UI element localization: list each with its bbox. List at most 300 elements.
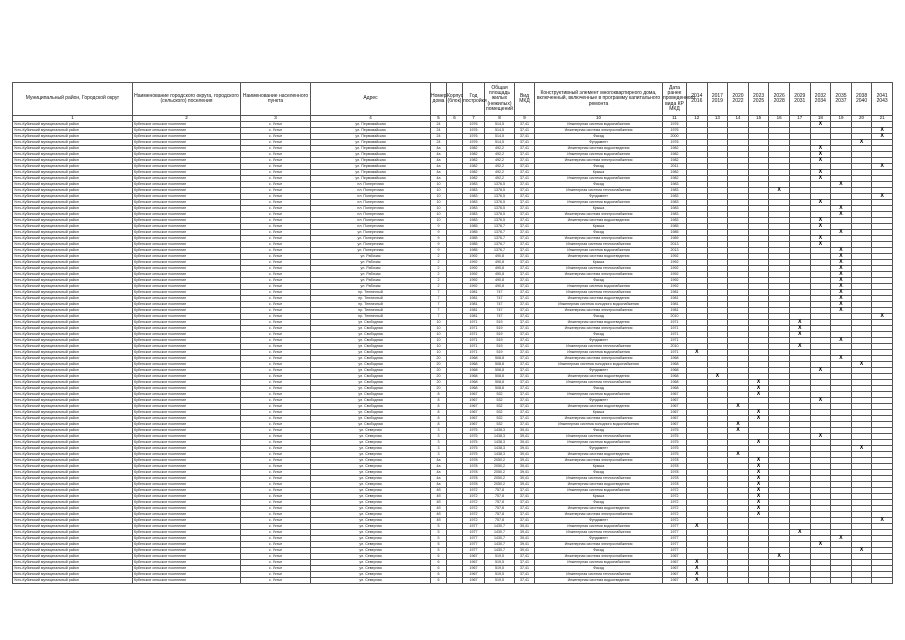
address-cell: ул. Свободная (311, 368, 431, 374)
work-cell: Инженерная система водоотведения (535, 578, 663, 584)
municipality-cell: Усть-Кубинский муниципальный район (13, 410, 133, 416)
locality-cell: с. Устье (241, 416, 311, 422)
locality-cell: с. Устье (241, 512, 311, 518)
prev-repair-cell: 1981 (663, 296, 687, 302)
settlement-cell: Кубенское сельское поселение (133, 356, 241, 362)
settlement-cell: Кубенское сельское поселение (133, 224, 241, 230)
type-cell: 37,41 (515, 512, 535, 518)
work-cell: Инженерная система водоснабжения (535, 350, 663, 356)
prev-repair-cell: 1967 (663, 404, 687, 410)
address-cell: ул. Первомайская (311, 134, 431, 140)
locality-cell: с. Устье (241, 224, 311, 230)
settlement-cell: Кубенское сельское поселение (133, 470, 241, 476)
work-cell: Инженерная система водоснабжения (535, 440, 663, 446)
year-cell: 1982 (463, 176, 485, 182)
area-cell: 532 (485, 422, 515, 428)
type-cell: 37,41 (515, 164, 535, 170)
municipality-cell: Усть-Кубинский муниципальный район (13, 296, 133, 302)
prev-repair-cell: 1975 (663, 434, 687, 440)
locality-cell: с. Устье (241, 548, 311, 554)
work-cell: Фундамент (535, 536, 663, 542)
header-year-period: 2041 2043 (872, 83, 893, 116)
municipality-cell: Усть-Кубинский муниципальный район (13, 470, 133, 476)
area-cell: 747 (485, 296, 515, 302)
type-cell: 37,41 (515, 152, 535, 158)
work-cell: Инженерная система водоотведения (535, 254, 663, 260)
address-cell: ул. Свободная (311, 320, 431, 326)
locality-cell: с. Устье (241, 398, 311, 404)
address-cell: ул. Рабочая (311, 278, 431, 284)
type-cell: 37,41 (515, 242, 535, 248)
locality-cell: с. Устье (241, 476, 311, 482)
settlement-cell: Кубенское сельское поселение (133, 404, 241, 410)
scheduled-mark: X (872, 518, 893, 524)
work-cell: Фасад (535, 386, 663, 392)
scheduled-mark: X (769, 188, 790, 194)
locality-cell: с. Устье (241, 506, 311, 512)
house-cell: 8 (431, 416, 447, 422)
settlement-cell: Кубенское сельское поселение (133, 512, 241, 518)
work-cell: Инженерная система водоснабжения (535, 200, 663, 206)
municipality-cell: Усть-Кубинский муниципальный район (13, 146, 133, 152)
year-cell: 1968 (463, 380, 485, 386)
address-cell: ул. Свободная (311, 374, 431, 380)
locality-cell: с. Устье (241, 194, 311, 200)
period-cell (748, 578, 769, 584)
house-cell: 10 (431, 188, 447, 194)
work-cell: Фасад (535, 332, 663, 338)
work-cell: Инженерная система теплоснабжения (535, 242, 663, 248)
house-cell: 6 (431, 578, 447, 584)
settlement-cell: Кубенское сельское поселение (133, 380, 241, 386)
area-cell: 1376,5 (485, 200, 515, 206)
settlement-cell: Кубенское сельское поселение (133, 500, 241, 506)
settlement-cell: Кубенское сельское поселение (133, 548, 241, 554)
address-cell: ул. Северная (311, 464, 431, 470)
prev-repair-cell: 1978 (663, 476, 687, 482)
type-cell: 37,41 (515, 338, 535, 344)
house-cell: 7 (431, 302, 447, 308)
area-cell: 508,8 (485, 368, 515, 374)
settlement-cell: Кубенское сельское поселение (133, 122, 241, 128)
locality-cell: с. Устье (241, 152, 311, 158)
municipality-cell: Усть-Кубинский муниципальный район (13, 140, 133, 146)
year-cell: 1992 (463, 260, 485, 266)
work-cell: Инженерная система водоснабжения (535, 248, 663, 254)
locality-cell: с. Устье (241, 428, 311, 434)
area-cell: 757,8 (485, 506, 515, 512)
header-year-period: 2017 2019 (707, 83, 728, 116)
address-cell: ул. Северная (311, 524, 431, 530)
locality-cell: с. Устье (241, 536, 311, 542)
locality-cell: с. Устье (241, 278, 311, 284)
address-cell: ул. Рабочая (311, 284, 431, 290)
scheduled-mark: X (831, 206, 852, 212)
scheduled-mark: X (831, 284, 852, 290)
work-cell: Инженерная система водоотведения (535, 218, 663, 224)
period-cell (769, 578, 790, 584)
settlement-cell: Кубенское сельское поселение (133, 218, 241, 224)
house-cell: 6 (431, 560, 447, 566)
scheduled-mark: X (748, 488, 769, 494)
type-cell: 39,41 (515, 464, 535, 470)
settlement-cell: Кубенское сельское поселение (133, 392, 241, 398)
work-cell: Фундамент (535, 518, 663, 524)
prev-repair-cell: 1967 (663, 416, 687, 422)
work-cell: Инженерная система водоотведения (535, 320, 663, 326)
work-cell: Инженерная система холодного водоснабжения (535, 422, 663, 428)
prev-repair-cell: 1982 (663, 152, 687, 158)
header-area: Общая площадь жилых (нежилых) помещений (485, 83, 515, 116)
area-cell: 1430,7 (485, 542, 515, 548)
header-year-period: 2023 2025 (748, 83, 769, 116)
type-cell: 37,41 (515, 182, 535, 188)
locality-cell: с. Устье (241, 134, 311, 140)
settlement-cell: Кубенское сельское поселение (133, 494, 241, 500)
prev-repair-cell: 1977 (663, 548, 687, 554)
prev-repair-cell: 1992 (663, 278, 687, 284)
settlement-cell: Кубенское сельское поселение (133, 272, 241, 278)
address-cell: ул. Северная (311, 434, 431, 440)
municipality-cell: Усть-Кубинский муниципальный район (13, 464, 133, 470)
locality-cell: с. Устье (241, 524, 311, 530)
locality-cell: с. Устье (241, 188, 311, 194)
house-cell: 9 (431, 248, 447, 254)
settlement-cell: Кубенское сельское поселение (133, 560, 241, 566)
municipality-cell: Усть-Кубинский муниципальный район (13, 554, 133, 560)
work-cell: Инженерная система водоснабжения (535, 152, 663, 158)
scheduled-mark: X (789, 530, 810, 536)
house-cell: 8 (431, 398, 447, 404)
area-cell: 1438,3 (485, 434, 515, 440)
house-cell: 4а (431, 152, 447, 158)
house-cell: 2 (431, 266, 447, 272)
prev-repair-cell: 1968 (663, 356, 687, 362)
area-cell: 1376,7 (485, 236, 515, 242)
year-cell: 1977 (463, 530, 485, 536)
locality-cell: с. Устье (241, 296, 311, 302)
type-cell: 37,41 (515, 194, 535, 200)
municipality-cell: Усть-Кубинский муниципальный район (13, 242, 133, 248)
header-year-period: 2029 2031 (789, 83, 810, 116)
type-cell: 39,41 (515, 446, 535, 452)
type-cell: 39,41 (515, 524, 535, 530)
locality-cell: с. Устье (241, 230, 311, 236)
type-cell: 37,41 (515, 392, 535, 398)
prev-repair-cell: 1985 (663, 224, 687, 230)
year-cell: 1977 (463, 524, 485, 530)
period-cell (831, 578, 852, 584)
year-cell: 1983 (463, 206, 485, 212)
municipality-cell: Усть-Кубинский муниципальный район (13, 380, 133, 386)
year-cell: 1982 (463, 158, 485, 164)
prev-repair-cell: 1978 (663, 464, 687, 470)
house-cell: 8 (431, 392, 447, 398)
work-cell: Инженерная система теплоснабжения (535, 434, 663, 440)
area-cell: 508,8 (485, 374, 515, 380)
type-cell: 37,41 (515, 272, 535, 278)
type-cell: 37,41 (515, 422, 535, 428)
year-cell: 1968 (463, 368, 485, 374)
settlement-cell: Кубенское сельское поселение (133, 344, 241, 350)
locality-cell: с. Устье (241, 446, 311, 452)
year-cell: 1992 (463, 284, 485, 290)
area-cell: 490,8 (485, 284, 515, 290)
work-cell: Инженерная система электроснабжения (535, 356, 663, 362)
prev-repair-cell: 1972 (663, 500, 687, 506)
prev-repair-cell: 1983 (663, 206, 687, 212)
prev-repair-cell: 2011 (663, 164, 687, 170)
address-cell: пл. Поперечная (311, 200, 431, 206)
scheduled-mark: X (831, 302, 852, 308)
settlement-cell: Кубенское сельское поселение (133, 278, 241, 284)
municipality-cell: Усть-Кубинский муниципальный район (13, 422, 133, 428)
year-cell: 1971 (463, 344, 485, 350)
prev-repair-cell: 1975 (663, 452, 687, 458)
locality-cell: с. Устье (241, 530, 311, 536)
municipality-cell: Усть-Кубинский муниципальный район (13, 524, 133, 530)
scheduled-mark: X (810, 200, 831, 206)
address-cell: ул. Свободная (311, 422, 431, 428)
address-cell: ул. Свободная (311, 386, 431, 392)
settlement-cell: Кубенское сельское поселение (133, 572, 241, 578)
year-cell: 1971 (463, 338, 485, 344)
locality-cell: с. Устье (241, 266, 311, 272)
year-cell: 1967 (463, 578, 485, 584)
work-cell: Инженерная система водоотведения (535, 374, 663, 380)
work-cell: Инженерная система электроснабжения (535, 128, 663, 134)
address-cell: ул. Северная (311, 452, 431, 458)
type-cell: 37,41 (515, 248, 535, 254)
municipality-cell: Усть-Кубинский муниципальный район (13, 542, 133, 548)
municipality-cell: Усть-Кубинский муниципальный район (13, 236, 133, 242)
area-cell: 1438,3 (485, 452, 515, 458)
municipality-cell: Усть-Кубинский муниципальный район (13, 308, 133, 314)
work-cell: Фундамент (535, 140, 663, 146)
locality-cell: с. Устье (241, 212, 311, 218)
scheduled-mark: X (748, 476, 769, 482)
year-cell: 1967 (463, 566, 485, 572)
column-number: 19 (831, 116, 852, 122)
municipality-cell: Усть-Кубинский муниципальный район (13, 182, 133, 188)
area-cell: 1376,5 (485, 182, 515, 188)
area-cell: 490,8 (485, 260, 515, 266)
house-cell: 7 (431, 296, 447, 302)
address-cell: ул. Северная (311, 542, 431, 548)
municipality-cell: Усть-Кубинский муниципальный район (13, 332, 133, 338)
address-cell: ул. Первомайская (311, 152, 431, 158)
scheduled-mark: X (831, 260, 852, 266)
scheduled-mark: X (831, 290, 852, 296)
locality-cell: с. Устье (241, 338, 311, 344)
type-cell: 37,41 (515, 344, 535, 350)
scheduled-mark: X (769, 554, 790, 560)
scheduled-mark: X (831, 230, 852, 236)
area-cell: 492,2 (485, 164, 515, 170)
settlement-cell: Кубенское сельское поселение (133, 422, 241, 428)
type-cell: 37,41 (515, 146, 535, 152)
type-cell: 39,41 (515, 434, 535, 440)
area-cell: 2050,2 (485, 470, 515, 476)
scheduled-mark: X (789, 332, 810, 338)
year-cell: 1967 (463, 410, 485, 416)
work-cell: Фундамент (535, 338, 663, 344)
prev-repair-cell: 1971 (663, 326, 687, 332)
year-cell: 1983 (463, 218, 485, 224)
address-cell: ул. Свободная (311, 356, 431, 362)
scheduled-mark: X (789, 326, 810, 332)
year-cell: 1982 (463, 146, 485, 152)
type-cell: 37,41 (515, 140, 535, 146)
work-cell: Инженерная система водоснабжения (535, 392, 663, 398)
scheduled-mark: X (831, 296, 852, 302)
settlement-cell: Кубенское сельское поселение (133, 170, 241, 176)
address-cell: ул. Свободная (311, 398, 431, 404)
municipality-cell: Усть-Кубинский муниципальный район (13, 416, 133, 422)
municipality-cell: Усть-Кубинский муниципальный район (13, 566, 133, 572)
address-cell: ул. Поперечная (311, 236, 431, 242)
house-cell: 24 (431, 122, 447, 128)
area-cell: 492,2 (485, 146, 515, 152)
municipality-cell: Усть-Кубинский муниципальный район (13, 200, 133, 206)
house-cell: 8 (431, 410, 447, 416)
municipality-cell: Усть-Кубинский муниципальный район (13, 170, 133, 176)
type-cell: 37,41 (515, 302, 535, 308)
year-cell: 1967 (463, 560, 485, 566)
address-cell: ул. Первомайская (311, 158, 431, 164)
address-cell: пл. Поперечная (311, 194, 431, 200)
settlement-cell: Кубенское сельское поселение (133, 506, 241, 512)
prev-repair-cell: 1976 (663, 140, 687, 146)
house-cell: 9 (431, 224, 447, 230)
scheduled-mark: X (687, 572, 708, 578)
house-cell: 4а (431, 482, 447, 488)
settlement-cell: Кубенское сельское поселение (133, 314, 241, 320)
year-cell: 1976 (463, 134, 485, 140)
scheduled-mark: X (872, 128, 893, 134)
type-cell: 37,41 (515, 374, 535, 380)
settlement-cell: Кубенское сельское поселение (133, 530, 241, 536)
address-cell: ул. Первомайская (311, 176, 431, 182)
year-cell: 1985 (463, 236, 485, 242)
locality-cell: с. Устье (241, 482, 311, 488)
municipality-cell: Усть-Кубинский муниципальный район (13, 560, 133, 566)
area-cell: 519,5 (485, 554, 515, 560)
scheduled-mark: X (810, 236, 831, 242)
year-cell: 1992 (463, 272, 485, 278)
type-cell: 37,41 (515, 320, 535, 326)
type-cell: 37,41 (515, 284, 535, 290)
municipality-cell: Усть-Кубинский муниципальный район (13, 428, 133, 434)
house-cell: 5 (431, 524, 447, 530)
area-cell: 1376,5 (485, 194, 515, 200)
prev-repair-cell: 1976 (663, 128, 687, 134)
prev-repair-cell: 1972 (663, 488, 687, 494)
municipality-cell: Усть-Кубинский муниципальный район (13, 392, 133, 398)
type-cell: 37,41 (515, 206, 535, 212)
municipality-cell: Усть-Кубинский муниципальный район (13, 326, 133, 332)
work-cell: Инженерная система теплоснабжения (535, 572, 663, 578)
address-cell: ул. Поперечная (311, 248, 431, 254)
address-cell: ул. Северная (311, 494, 431, 500)
scheduled-mark: X (851, 140, 872, 146)
scheduled-mark: X (789, 344, 810, 350)
prev-repair-cell: 1967 (663, 566, 687, 572)
area-cell: 514,5 (485, 128, 515, 134)
municipality-cell: Усть-Кубинский муниципальный район (13, 476, 133, 482)
address-cell: ул. Рабочая (311, 266, 431, 272)
work-cell: Фасад (535, 566, 663, 572)
area-cell: 1376,5 (485, 212, 515, 218)
house-cell: 4а (431, 170, 447, 176)
type-cell: 37,41 (515, 488, 535, 494)
scheduled-mark: X (748, 458, 769, 464)
prev-repair-cell: 1983 (663, 200, 687, 206)
house-cell: 24 (431, 134, 447, 140)
scheduled-mark: X (810, 434, 831, 440)
work-cell: Фасад (535, 500, 663, 506)
municipality-cell: Усть-Кубинский муниципальный район (13, 164, 133, 170)
settlement-cell: Кубенское сельское поселение (133, 458, 241, 464)
area-cell: 490,8 (485, 278, 515, 284)
prev-repair-cell: 1978 (663, 458, 687, 464)
work-cell: Фасад (535, 182, 663, 188)
work-cell: Инженерная система электроснабжения (535, 554, 663, 560)
type-cell: 37,41 (515, 212, 535, 218)
period-cell (728, 578, 749, 584)
type-cell: 37,41 (515, 296, 535, 302)
municipality-cell: Усть-Кубинский муниципальный район (13, 158, 133, 164)
house-cell: 2 (431, 278, 447, 284)
settlement-cell: Кубенское сельское поселение (133, 416, 241, 422)
work-cell: Инженерная система электроснабжения (535, 272, 663, 278)
work-cell: Крыша (535, 410, 663, 416)
type-cell: 37,41 (515, 218, 535, 224)
address-cell: пр. Тепличный (311, 302, 431, 308)
type-cell: 37,41 (515, 500, 535, 506)
area-cell: 1430,7 (485, 530, 515, 536)
prev-repair-cell: 1971 (663, 332, 687, 338)
address-cell: ул. Северная (311, 506, 431, 512)
municipality-cell: Усть-Кубинский муниципальный район (13, 548, 133, 554)
house-cell: 7 (431, 314, 447, 320)
municipality-cell: Усть-Кубинский муниципальный район (13, 488, 133, 494)
year-cell: 1978 (463, 470, 485, 476)
prev-repair-cell: 1967 (663, 422, 687, 428)
type-cell: 37,41 (515, 236, 535, 242)
year-cell: 1981 (463, 308, 485, 314)
area-cell: 1376,7 (485, 224, 515, 230)
header-year-period: 2038 2040 (851, 83, 872, 116)
column-number: 13 (707, 116, 728, 122)
area-cell: 514,5 (485, 134, 515, 140)
settlement-cell: Кубенское сельское поселение (133, 320, 241, 326)
settlement-cell: Кубенское сельское поселение (133, 332, 241, 338)
locality-cell: с. Устье (241, 308, 311, 314)
prev-repair-cell: 1971 (663, 350, 687, 356)
type-cell: 37,41 (515, 188, 535, 194)
column-number: 17 (789, 116, 810, 122)
municipality-cell: Усть-Кубинский муниципальный район (13, 284, 133, 290)
address-cell: ул. Первомайская (311, 122, 431, 128)
address-cell: ул. Северная (311, 548, 431, 554)
locality-cell: с. Устье (241, 392, 311, 398)
locality-cell: с. Устье (241, 368, 311, 374)
header-year-period: 2035 2037 (831, 83, 852, 116)
locality-cell: с. Устье (241, 380, 311, 386)
address-cell: пр. Тепличный (311, 296, 431, 302)
house-cell: 10 (431, 350, 447, 356)
